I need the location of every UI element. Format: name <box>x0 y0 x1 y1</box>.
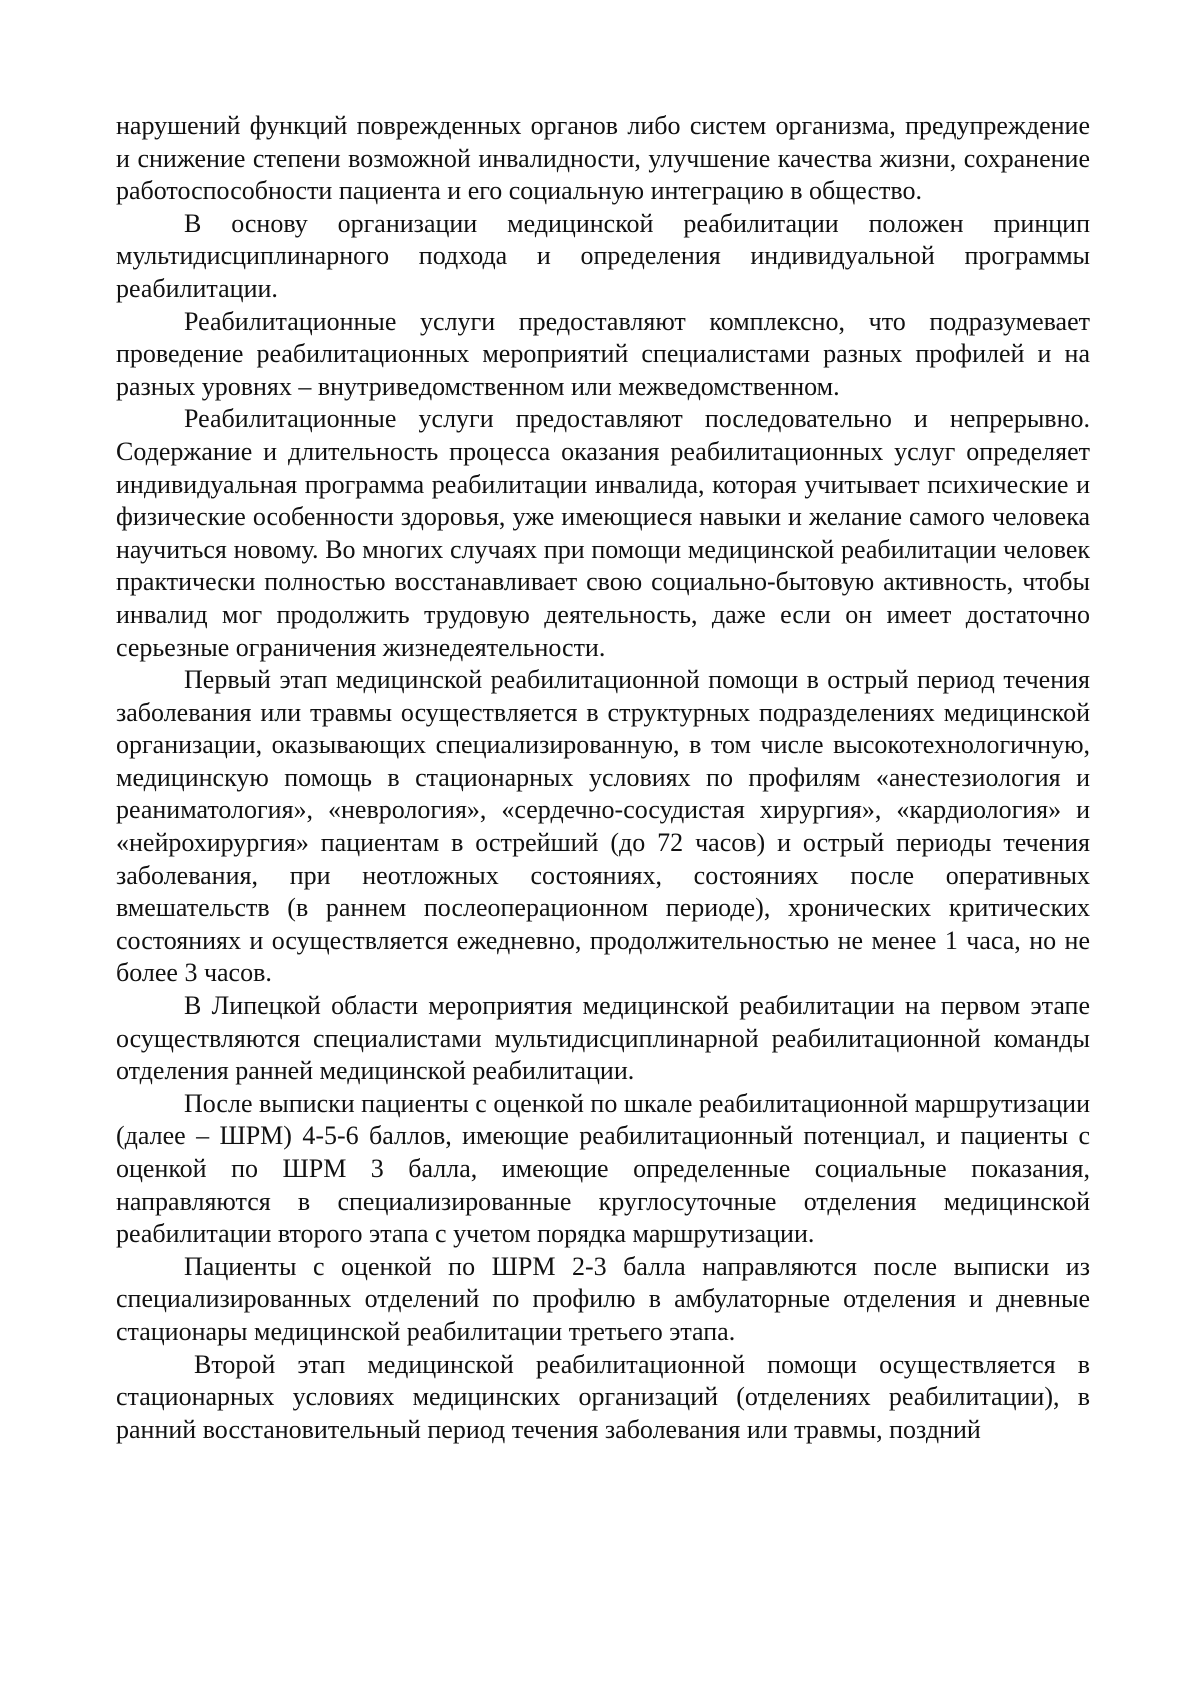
paragraph-sequential-services: Реабилитационные услуги предоставляют последовательно и непрерывно. Содержание и длительность процесса оказания реабилитационных услуг определяет индивидуальная программа реабилитации инвалида, которая учитывает психические и физические особенности здоровья, уже имеющиеся навыки и желание самого человека научиться новому. Во многих случаях при помощи медицинской реабилитации человек практически полностью восстанавливает свою социально-бытовую активность, чтобы инвалид мог продолжить трудовую деятельность, даже если он имеет достаточно серьезные ограничения жизнедеятельности. <box>116 404 1090 662</box>
paragraph-multidisciplinary-principle: В основу организации медицинской реабилитации положен принцип мультидисциплинарного подхода и определения индивидуальной программы реабилитации. <box>116 208 1090 303</box>
paragraph-after-discharge: После выписки пациенты с оценкой по шкале реабилитационной маршрутизации (далее – ШРМ) 4-5-6 баллов, имеющие реабилитационный потенциал, и пациенты с оценкой по ШРМ 3 балла, имеющие определенные социальные показания, направляются в специализированные круглосуточные отделения медицинской реабилитации второго этапа с учетом порядка маршрутизации. <box>116 1088 1090 1249</box>
paragraph-first-stage: Первый этап медицинской реабилитационной помощи в острый период течения заболевания или травмы осуществляется в структурных подразделениях медицинской организации, оказывающих специализированную, в том числе высокотехнологичную, медицинскую помощь в стационарных условиях по профилям «анестезиология и реаниматология», «неврология», «сердечно-сосудистая хирургия», «кардиология» и «нейрохирургия» пациентам в острейший (до 72 часов) и острый периоды течения заболевания, при неотложных состояниях, состояниях после оперативных вмешательств (в раннем послеоперационном периоде), хронических критических состояниях и осуществляется ежедневно, продолжительностью не менее 1 часа, но не более 3 часов. <box>116 665 1090 988</box>
paragraph-lipetsk-region: В Липецкой области мероприятия медицинской реабилитации на первом этапе осуществляются специалистами мультидисциплинарной реабилитационной команды отделения ранней медицинской реабилитации. <box>116 991 1090 1086</box>
paragraph-continuation: нарушений функций поврежденных органов либо систем организма, предупреждение и снижение степени возможной инвалидности, улучшение качества жизни, сохранение работоспособности пациента и его социальную интеграцию в общество. <box>116 111 1090 206</box>
paragraph-complex-services: Реабилитационные услуги предоставляют комплексно, что подразумевает проведение реабилитационных мероприятий специалистами разных профилей и на разных уровнях – внутриведомственном или межведомственном. <box>116 306 1090 401</box>
document-body <box>116 110 1090 1446</box>
paragraph-shrm-2-3: Пациенты с оценкой по ШРМ 2-3 балла направляются после выписки из специализированных отделений по профилю в амбулаторные отделения и дневные стационары медицинской реабилитации третьего этапа. <box>116 1251 1090 1346</box>
paragraph-second-stage: Второй этап медицинской реабилитационной помощи осуществляется в стационарных условиях медицинских организаций (отделениях реабилитации), в ранний восстановительный период течения заболевания или травмы, поздний <box>116 1349 1090 1444</box>
